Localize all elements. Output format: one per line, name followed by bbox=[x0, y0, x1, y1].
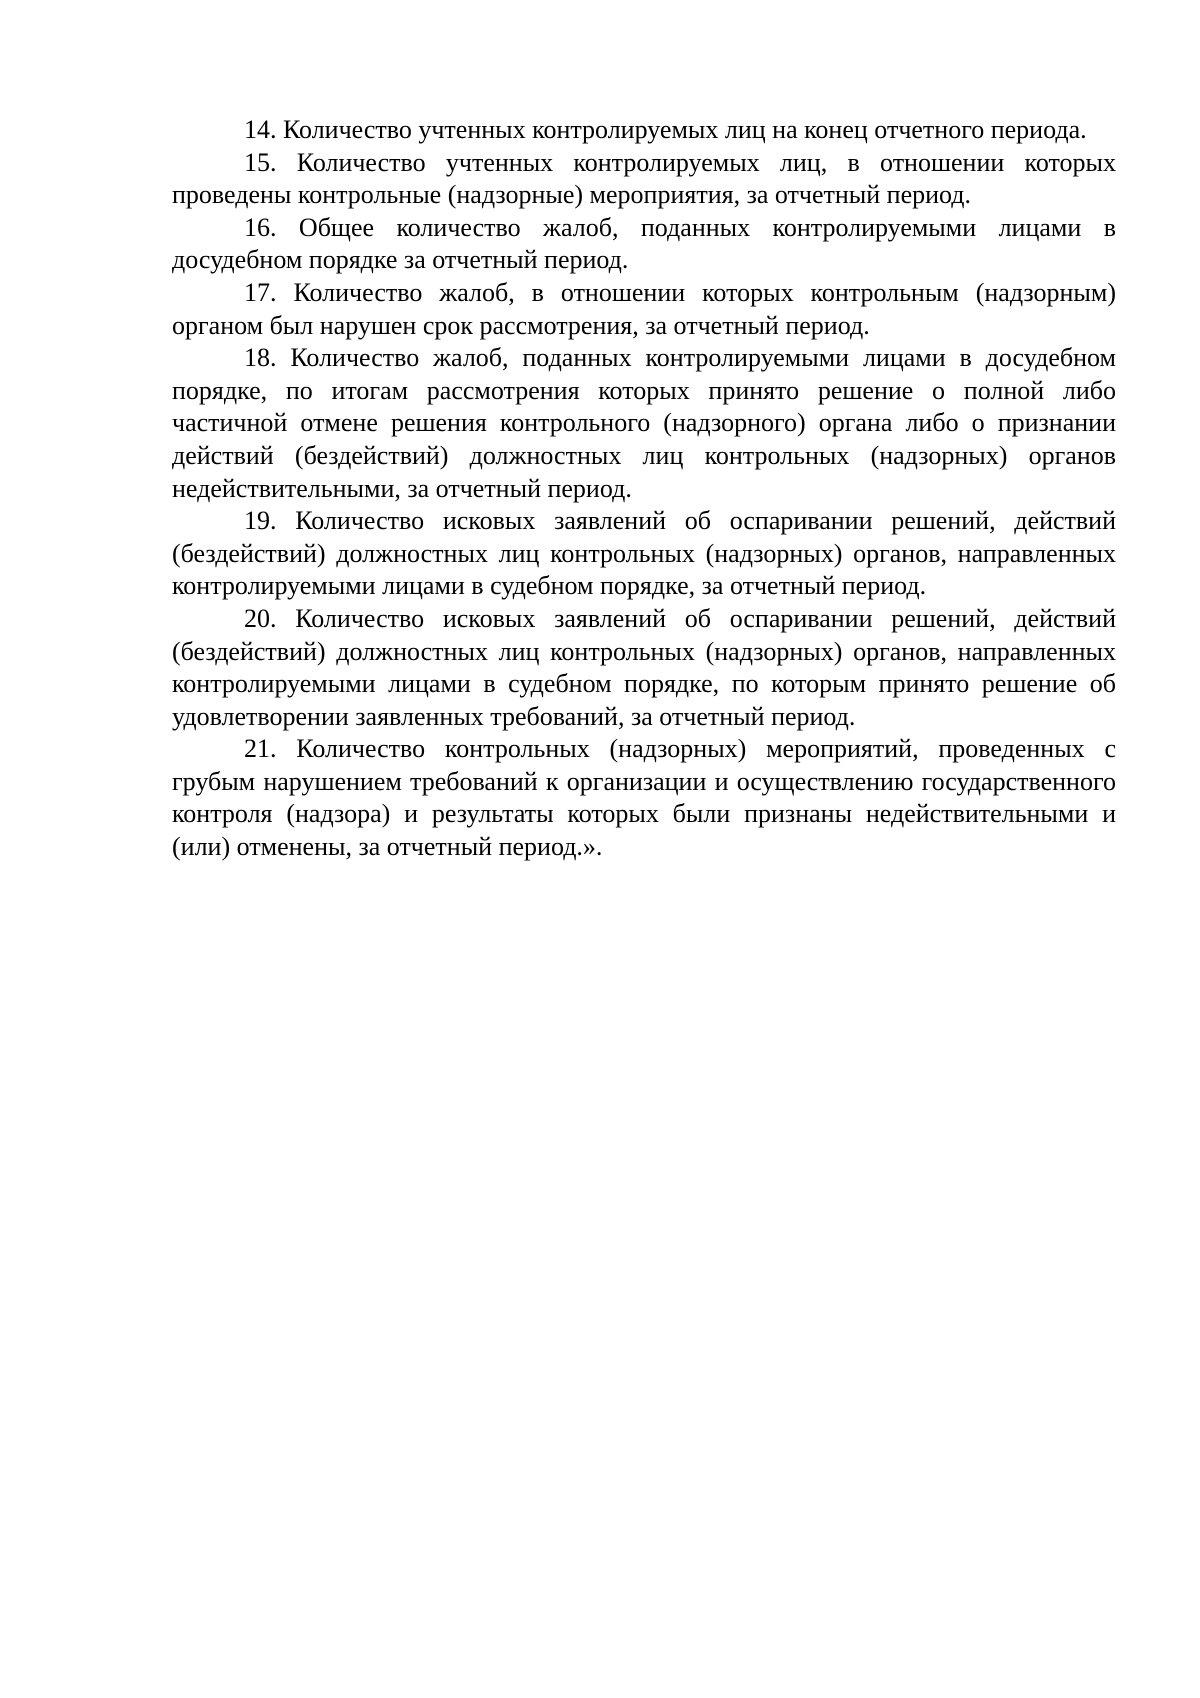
paragraph-item-15: 15. Количество учтенных контролируемых лиц, в отношении которых проведены контрольные (надзорные) мероприятия, за отчетный период. bbox=[172, 147, 1116, 210]
paragraph-item-21: 21. Количество контрольных (надзорных) мероприятий, проведенных с грубым нарушением требований к организации и осуществлению государственного контроля (надзора) и результаты которых были признаны недействительными и (или) отменены, за отчетный период.». bbox=[172, 734, 1116, 862]
paragraph-item-20: 20. Количество исковых заявлений об оспаривании решений, действий (бездействий) должностных лиц контрольных (надзорных) органов, направленных контролируемыми лицами в судебном порядке, по которым принято решение об удовлетворении заявленных требований, за отчетный период. bbox=[172, 603, 1116, 731]
paragraph-item-16: 16. Общее количество жалоб, поданных контролируемыми лицами в досудебном порядке за отчетный период. bbox=[172, 212, 1116, 275]
document-body bbox=[172, 114, 1116, 864]
paragraph-item-18: 18. Количество жалоб, поданных контролируемыми лицами в досудебном порядке, по итогам рассмотрения которых принято решение о полной либо частичной отмене решения контрольного (надзорного) органа либо о признании действий (бездействий) должностных лиц контрольных (надзорных) органов недействительными, за отчетный период. bbox=[172, 343, 1116, 503]
paragraph-item-19: 19. Количество исковых заявлений об оспаривании решений, действий (бездействий) должностных лиц контрольных (надзорных) органов, направленных контролируемыми лицами в судебном порядке, за отчетный период. bbox=[172, 506, 1116, 601]
paragraph-item-14: 14. Количество учтенных контролируемых лиц на конец отчетного периода. bbox=[244, 115, 1087, 144]
paragraph-item-17: 17. Количество жалоб, в отношении которых контрольным (надзорным) органом был нарушен срок рассмотрения, за отчетный период. bbox=[172, 277, 1116, 340]
